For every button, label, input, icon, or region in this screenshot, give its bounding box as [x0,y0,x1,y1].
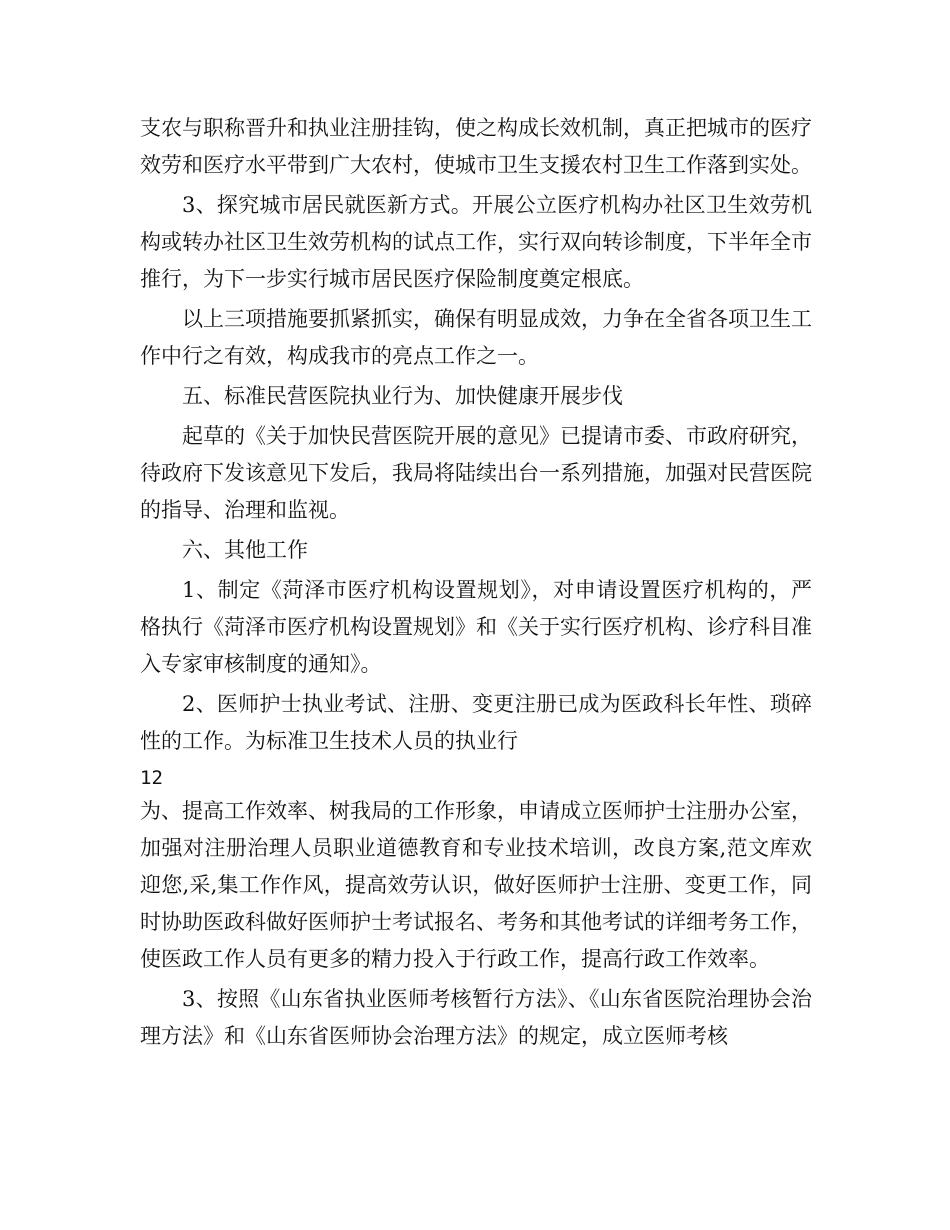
page-number: 12 [140,767,163,789]
paragraph-7: 1、制定《菏泽市医疗机构设置规划》，对申请设置医疗机构的，严格执行《菏泽市医疗机构设置规划》和《关于实行医疗机构、诊疗科目准入专家审核制度的通知》。 [140,578,812,676]
section-heading-6: 六、其他工作 [182,538,308,562]
paragraph-3: 以上三项措施要抓紧抓实，确保有明显成效，力争在全省各项卫生工作中行之有效，构成我市的亮点工作之一。 [140,307,812,368]
section-heading-5: 五、标准民营医院执业行为、加快健康开展步伐 [182,384,623,408]
paragraph-2: 3、探究城市居民就医新方式。开展公立医疗机构办社区卫生效劳机构或转办社区卫生效劳机构的试点工作，实行双向转诊制度，下半年全市推行，为下一步实行城市居民医疗保险制度奠定根底。 [140,193,812,291]
paragraph-9: 为、提高工作效率、树我局的工作形象，申请成立医师护士注册办公室，加强对注册治理人员职业道德教育和专业技术培训，改良方案,范文库欢迎您,采,集工作作风，提高效劳认识，做好医师护士注册、变更工作，同时协助医政科做好医师护士考试报名、考务和其他考试的详细考务工作，使医政工作人员有更多的精力投入于行政工作，提高行政工作效率。 [140,799,812,971]
paragraph-1: 支农与职称晋升和执业注册挂钩，使之构成长效机制，真正把城市的医疗效劳和医疗水平带到广大农村，使城市卫生支援农村卫生工作落到实处。 [140,116,812,177]
document-page [140,110,812,1058]
paragraph-10: 3、按照《山东省执业医师考核暂行方法》、《山东省医院治理协会治理方法》和《山东省医师协会治理方法》的规定，成立医师考核 [140,987,812,1048]
paragraph-5: 起草的《关于加快民营医院开展的意见》已提请市委、市政府研究，待政府下发该意见下发后，我局将陆续出台一系列措施，加强对民营医院的指导、治理和监视。 [140,424,812,522]
paragraph-8: 2、医师护士执业考试、注册、变更注册已成为医政科长年性、琐碎性的工作。为标准卫生技术人员的执业行 [140,692,812,753]
